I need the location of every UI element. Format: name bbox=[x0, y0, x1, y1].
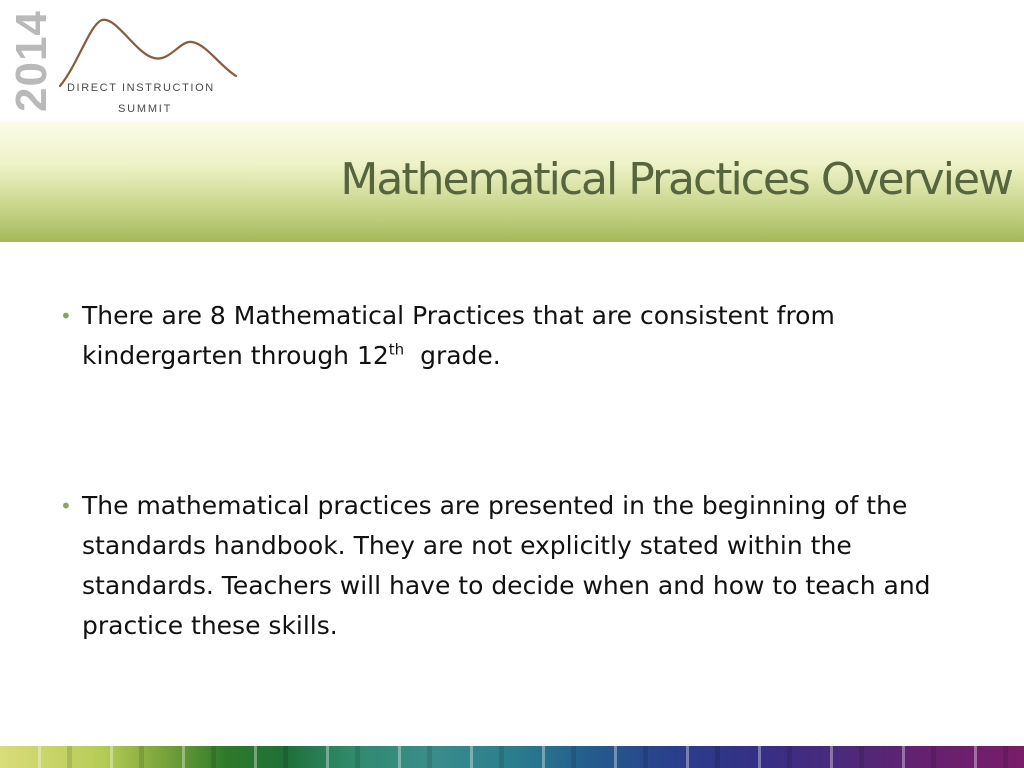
logo-text-line1: DIRECT INSTRUCTION bbox=[67, 82, 215, 94]
title-band bbox=[0, 122, 1024, 242]
slide-title: Mathematical Practices Overview bbox=[340, 154, 1012, 205]
bullet-marker: • bbox=[60, 494, 72, 518]
bullet-1-text-end: grade. bbox=[404, 341, 501, 370]
bullet-2-text: The mathematical practices are presented in the beginning of the standards handbook. They are not explicitly stated within the standards. Teachers will have to decide when and how to teach and practice these skills. bbox=[82, 491, 931, 640]
bullet-item-1 bbox=[60, 296, 970, 376]
logo-year: 2014 bbox=[7, 10, 56, 112]
summit-logo bbox=[7, 10, 250, 122]
logo-text-line2: SUMMIT bbox=[118, 103, 173, 115]
bullet-1-text: There are 8 Mathematical Practices that are consistent from kindergarten through 12 bbox=[82, 301, 835, 370]
bullet-marker: • bbox=[60, 304, 72, 328]
bullet-1-superscript: th bbox=[388, 340, 405, 359]
bullet-item-2 bbox=[60, 486, 970, 646]
decorative-color-bar bbox=[0, 746, 1024, 768]
slide-content bbox=[60, 296, 970, 646]
